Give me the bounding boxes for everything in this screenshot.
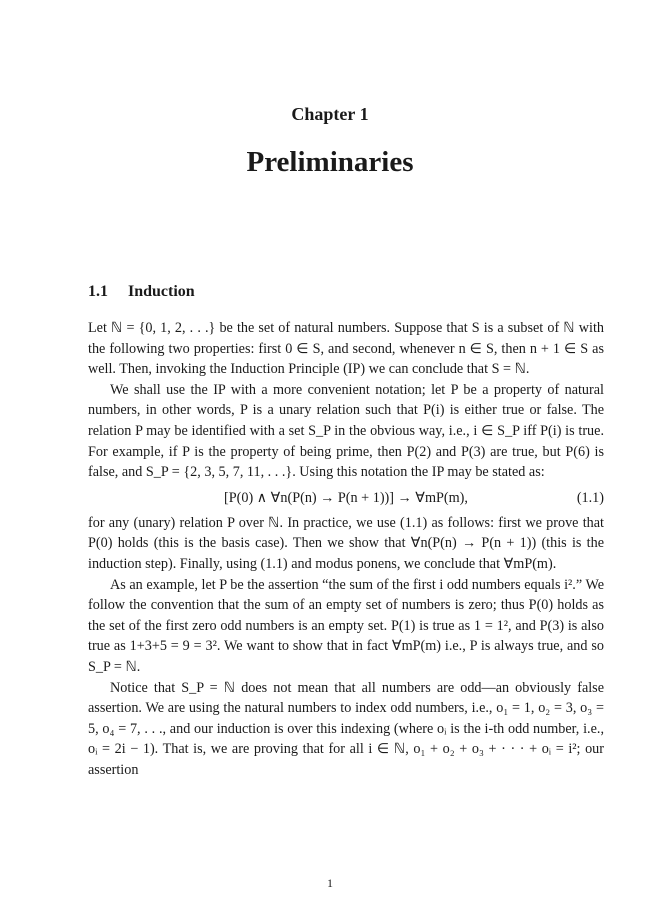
equation-1-1	[88, 487, 604, 509]
chapter-label: Chapter 1	[291, 104, 369, 124]
section-title: Induction	[128, 283, 195, 300]
paragraph-4: As an example, let P be the assertion “the sum of the first i odd numbers equals i².” We follow the convention that the sum of an empty set of numbers is zero; thus P(0) holds as the set of the first zero odd numbers is an empty set. P(1) is true as 1 = 1², and P(3) is also true as 1+3+5 = 9 = 3². We want to show that in fact ∀mP(m) i.e., P is always true, and so S_P = ℕ.	[88, 576, 604, 675]
paragraph-2: We shall use the IP with a more convenient notation; let P be a property of natural numbers, in other words, P is a unary relation such that P(i) is either true or false. The relation P may be identified with a set S_P in the obvious way, i.e., i ∈ S_P iff P(i) is true. For example, if P is the property of being prime, then P(2) and P(3) are true, but P(6) is false, and S_P = {2, 3, 5, 7, 11, . . .}. Using this notation the IP may be stated as:	[88, 381, 604, 481]
paragraph-3: for any (unary) relation P over ℕ. In practice, we use (1.1) as follows: first we prove that P(0) holds (this is the basis case). Then we show that ∀n(P(n) → P(n + 1)) (this is the induction step). Finally, using (1.1) and modus ponens, we conclude that ∀mP(m).	[88, 514, 604, 572]
section-heading	[88, 283, 195, 301]
chapter-title: Preliminaries	[246, 146, 414, 178]
equation-formula: [P(0) ∧ ∀n(P(n) → P(n + 1))] → ∀mP(m),	[224, 489, 468, 506]
equation-number: (1.1)	[576, 489, 604, 506]
body-text	[88, 318, 604, 780]
section-number: 1.1	[88, 283, 108, 300]
page-number: 1	[327, 876, 333, 890]
paragraph-5: Notice that S_P = ℕ does not mean that all numbers are odd—an obviously false assertion. We are using the natural numbers to index odd numbers, i.e., o₁ = 1, o₂ = 3, o₃ = 5, o₄ = 7, . . ., and our induction is over this indexing (where oᵢ is the i-th odd number, i.e., oᵢ = 2i − 1). That is, we are proving that for all i ∈ ℕ, o₁ + o₂ + o₃ + · · · + oᵢ = i²; our assertion	[88, 679, 604, 778]
paragraph-1: Let ℕ = {0, 1, 2, . . .} be the set of natural numbers. Suppose that S is a subset of ℕ with the following two properties: first 0 ∈ S, and second, whenever n ∈ S, then n + 1 ∈ S as well. Then, invoking the Induction Principle (IP) we can conclude that S = ℕ.	[88, 320, 604, 378]
